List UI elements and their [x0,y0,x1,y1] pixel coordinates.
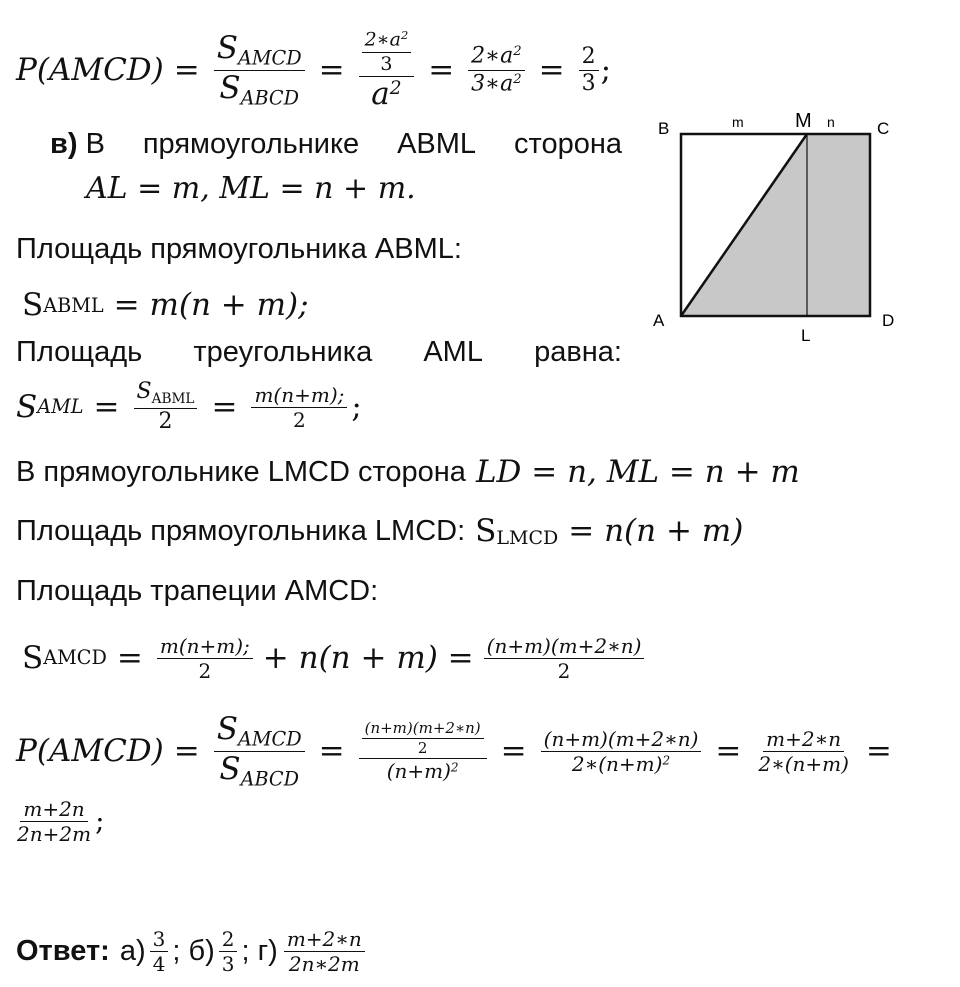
equation-aml: S AML = $\frac{S_{ABML}}{2}$ = $\frac{m(n+m);}{2}$ ; [16,378,362,435]
eq1-fraction-s: $\frac{S_{AMCD}}{S_{ABCD}}$ [214,33,305,108]
label-b: B [658,119,670,138]
lmcd-area-line: Площадь прямоугольника LMCD: S LMCD = n(n + m) [16,513,744,549]
eq1-lhs: P(AMCD) [16,51,164,88]
answer-label: Ответ: [16,934,110,967]
shaded-trapezoid [681,134,870,316]
equation-probability-amcd-a: P(AMCD) = $\frac{S_{AMCD}}{S_{ABCD}}$ = $\frac{\frac{2∗a^2}{3}}{a^2}$ = $\frac{2∗a^2}{3∗a^2}$ = $\frac{2}{3}$ ; [16,28,612,112]
rectangle-figure [640,100,910,350]
label-m: M [795,110,812,132]
answer-line: Ответ: а) $\frac{3}{4}$ ; б) $\frac{2}{3}$ ; г) $\frac{m+2∗n}{2n∗2m}$ [16,920,369,982]
label-n: n [827,114,835,130]
equation-probability-final: P(AMCD) = $\frac{S_{AMCD}}{S_{ABCD}}$ = $\frac{\frac{(n+m)(m+2∗n)}{2}}{(n+m)^2}$ = $\frac{(n+m)(m+2∗n)}{2∗(n+m)^2}$ = $\frac{m+2∗n}{2∗(n+m)}$ = [16,710,892,791]
eq1-compound-fraction: $\frac{\frac{2∗a^2}{3}}{a^2}$ [359,30,415,109]
label-c: C [877,119,890,138]
part-v-label: в) [50,128,78,160]
eq1-result: $\frac{2}{3}$ [579,46,599,95]
equation-trapezoid: S AMCD = $\frac{m(n+m);}{2}$ + n(n + m) = $\frac{(n+m)(m+2∗n)}{2}$ [22,625,648,691]
part-v-line: в) В прямоугольнике ABML сторона [50,128,622,160]
abml-area-heading: Площадь прямоугольника ABML: [16,233,462,265]
label-l: L [801,326,811,345]
label-d: D [882,311,895,330]
equation-final-continuation: $\frac{m+2n}{2n+2m}$ ; [17,796,105,846]
lmcd-side-line: В прямоугольнике LMCD сторона LD = n, ML = n + m [16,454,800,490]
label-m-small: m [732,114,744,130]
label-a: A [653,311,665,330]
aml-area-line: Площадь треугольника AML равна: [16,336,622,368]
part-v-sides: AL = m, ML = n + m. [86,171,416,206]
equation-abml: S ABML = m(n + m); [22,287,309,323]
eq1-fraction-3: $\frac{2∗a^2}{3∗a^2}$ [468,45,524,95]
trapezoid-heading: Площадь трапеции AMCD: [16,575,379,607]
